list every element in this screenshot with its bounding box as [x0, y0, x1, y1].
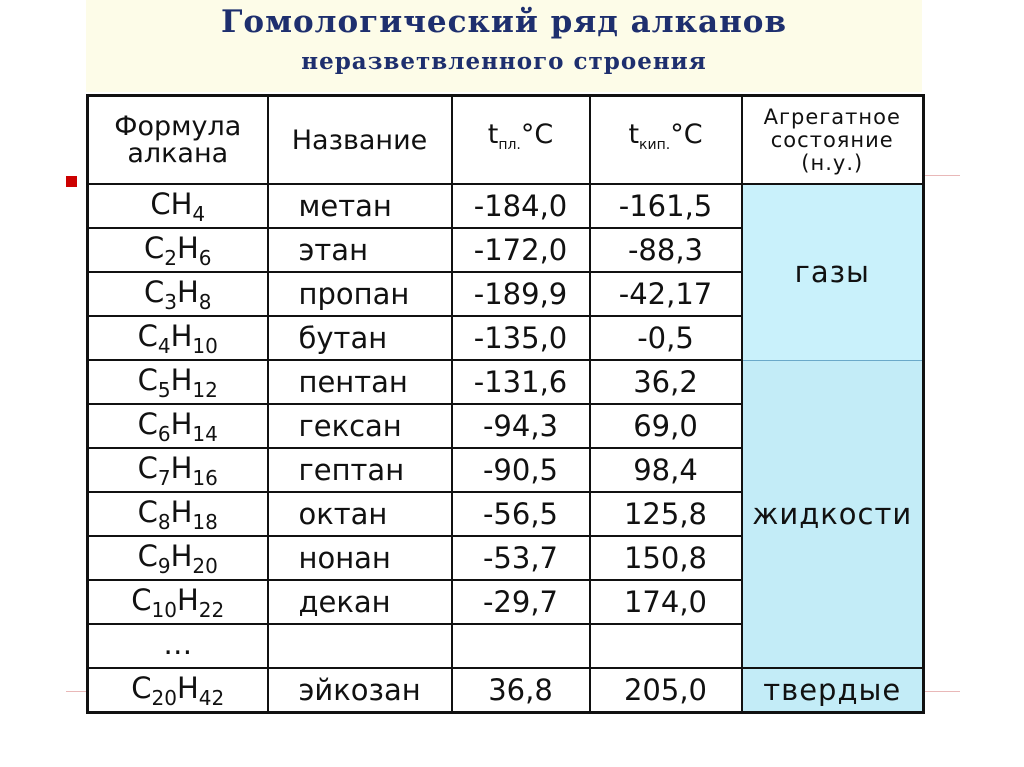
boiling-point-cell: -161,5: [590, 184, 742, 228]
melting-point-cell: -184,0: [452, 184, 590, 228]
formula-symbol: C: [131, 582, 152, 617]
name-cell: пропан: [268, 272, 452, 316]
name-cell: этан: [268, 228, 452, 272]
formula-subscript: 4: [157, 333, 171, 358]
melting-point-cell: -56,5: [452, 492, 590, 536]
formula-subscript: 42: [198, 685, 225, 710]
formula-symbol: H: [176, 274, 199, 309]
melting-point-cell: [452, 624, 590, 668]
header-name: Название: [268, 96, 452, 185]
melting-point-cell: -131,6: [452, 360, 590, 404]
name-cell: гексан: [268, 404, 452, 448]
page-subtitle: неразветвленного строения: [301, 48, 707, 75]
formula-symbol: H: [170, 186, 193, 221]
table-header-row: [88, 96, 924, 185]
melting-point-cell: -90,5: [452, 448, 590, 492]
formula-symbol: H: [176, 230, 199, 265]
decorative-line: [66, 691, 88, 692]
header-melting-unit: °C: [520, 119, 554, 150]
title-box: [86, 0, 922, 92]
formula-subscript: 3: [164, 289, 177, 314]
formula-symbol: H: [170, 406, 193, 441]
table-body: [88, 184, 924, 713]
table-row: [88, 360, 924, 404]
formula-subscript: 8: [198, 289, 212, 314]
name-cell: октан: [268, 492, 452, 536]
formula-subscript: 18: [192, 509, 218, 534]
state-solid-cell: твердые: [742, 668, 924, 713]
header-boiling-t: t: [628, 119, 640, 150]
formula-subscript: 20: [151, 685, 177, 710]
formula-subscript: 9: [157, 553, 171, 578]
melting-point-cell: -135,0: [452, 316, 590, 360]
name-cell: метан: [268, 184, 452, 228]
boiling-point-cell: 36,2: [590, 360, 742, 404]
formula-cell: [88, 668, 268, 713]
name-cell: гептан: [268, 448, 452, 492]
header-melting-point: [452, 96, 590, 185]
formula-symbol: C: [137, 494, 158, 529]
header-boiling-sub: кип.: [639, 137, 671, 153]
formula-symbol: H: [176, 670, 199, 705]
formula-cell: [88, 580, 268, 624]
name-cell: эйкозан: [268, 668, 452, 713]
formula-cell: [88, 316, 268, 360]
header-boiling-point: [590, 96, 742, 185]
state-liquid-cell: жидкости: [742, 360, 924, 668]
formula-subscript: 14: [192, 421, 218, 446]
name-cell: [268, 624, 452, 668]
formula-symbol: …: [163, 626, 193, 661]
melting-point-cell: -189,9: [452, 272, 590, 316]
formula-symbol: C: [137, 318, 158, 353]
formula-symbol: C: [137, 450, 158, 485]
melting-point-cell: -53,7: [452, 536, 590, 580]
melting-point-cell: 36,8: [452, 668, 590, 713]
formula-symbol: H: [170, 362, 193, 397]
table-row: [88, 184, 924, 228]
formula-cell: [88, 272, 268, 316]
state-gas-cell: газы: [742, 184, 924, 360]
name-cell: пентан: [268, 360, 452, 404]
formula-subscript: 4: [192, 201, 206, 226]
header-boiling-unit: °C: [670, 119, 703, 150]
formula-subscript: 6: [157, 421, 171, 446]
formula-symbol: H: [170, 494, 193, 529]
formula-symbol: C: [137, 362, 158, 397]
boiling-point-cell: -88,3: [590, 228, 742, 272]
formula-subscript: 8: [157, 509, 171, 534]
formula-cell: [88, 448, 268, 492]
name-cell: бутан: [268, 316, 452, 360]
formula-cell: [88, 184, 268, 228]
melting-point-cell: -29,7: [452, 580, 590, 624]
header-formula: Формула алкана: [88, 96, 268, 185]
formula-cell: [88, 536, 268, 580]
decorative-line: [920, 691, 960, 692]
boiling-point-cell: 69,0: [590, 404, 742, 448]
melting-point-cell: -94,3: [452, 404, 590, 448]
name-cell: декан: [268, 580, 452, 624]
formula-symbol: H: [170, 538, 193, 573]
boiling-point-cell: 150,8: [590, 536, 742, 580]
formula-subscript: 2: [164, 245, 177, 270]
formula-symbol: C: [143, 230, 165, 265]
formula-symbol: C: [137, 406, 158, 441]
formula-symbol: H: [176, 582, 199, 617]
formula-symbol: C: [131, 670, 152, 705]
formula-subscript: 22: [198, 597, 225, 622]
page-title: Гомологический ряд алканов: [220, 4, 788, 40]
boiling-point-cell: -0,5: [590, 316, 742, 360]
formula-cell: [88, 624, 268, 668]
formula-subscript: 20: [192, 553, 218, 578]
formula-subscript: 12: [192, 377, 218, 402]
formula-subscript: 10: [192, 333, 218, 358]
decorative-line: [920, 175, 960, 176]
formula-cell: [88, 360, 268, 404]
boiling-point-cell: 98,4: [590, 448, 742, 492]
formula-cell: [88, 228, 268, 272]
table-row: [88, 668, 924, 713]
formula-symbol: C: [143, 274, 165, 309]
formula-symbol: C: [150, 186, 171, 221]
formula-subscript: 10: [151, 597, 177, 622]
formula-subscript: 6: [198, 245, 212, 270]
alkanes-table: [86, 94, 925, 714]
name-cell: нонан: [268, 536, 452, 580]
header-melting-t: t: [487, 119, 499, 150]
melting-point-cell: -172,0: [452, 228, 590, 272]
bullet-square-icon: [66, 176, 77, 187]
formula-symbol: H: [170, 450, 193, 485]
formula-symbol: H: [170, 318, 193, 353]
formula-subscript: 7: [157, 465, 171, 490]
boiling-point-cell: 205,0: [590, 668, 742, 713]
header-melting-sub: пл.: [498, 137, 521, 153]
boiling-point-cell: 174,0: [590, 580, 742, 624]
formula-cell: [88, 404, 268, 448]
header-state: Агрегатное состояние (н.у.): [742, 96, 924, 185]
formula-subscript: 16: [192, 465, 218, 490]
formula-symbol: C: [137, 538, 158, 573]
boiling-point-cell: -42,17: [590, 272, 742, 316]
formula-cell: [88, 492, 268, 536]
boiling-point-cell: [590, 624, 742, 668]
formula-subscript: 5: [157, 377, 171, 402]
boiling-point-cell: 125,8: [590, 492, 742, 536]
